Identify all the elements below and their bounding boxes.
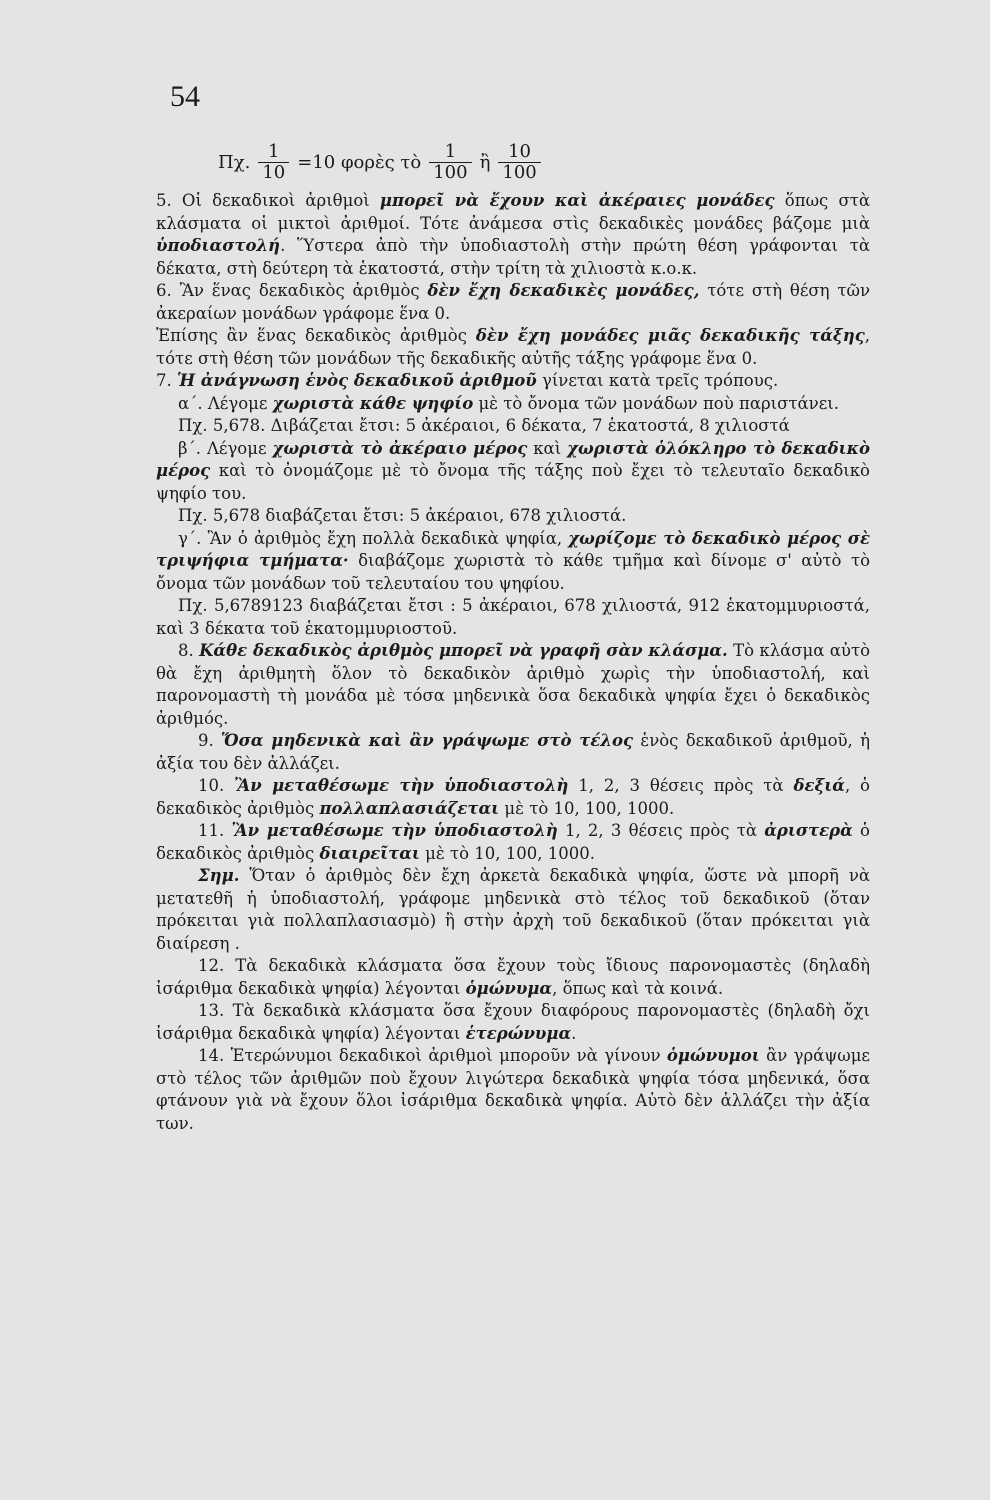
fraction-denominator: 100: [498, 162, 540, 183]
formula-prefix: Πχ.: [218, 151, 251, 173]
note-paragraph: Σημ. Ὅταν ὁ ἀριθμὸς δὲν ἔχη ἀρκετὰ δεκαδικὰ ψηφία, ὥστε νὰ μπορῆ νὰ μετατεθῆ ἡ ὑποδιαστολή, γράφομε μηδενικὰ στὸ τέλος τοῦ δεκαδικοῦ (ὅταν πρόκειται γιὰ πολλαπλασιασμὸ) ἢ στὴν ἀρχὴ τοῦ δεκαδικοῦ (ὅταν πρόκειται γιὰ διαίρεση .: [156, 866, 870, 953]
fraction-ten-hundredths: [498, 142, 540, 183]
fraction-numerator: 1: [444, 141, 457, 162]
formula-equals-text: =10 φορὲς τὸ: [297, 151, 422, 173]
paragraph-5: 5. Οἱ δεκαδικοὶ ἀριθμοὶ μπορεῖ νὰ ἔχουν καὶ ἀκέραιες μονάδες ὅπως στὰ κλάσματα οἱ μικτοὶ ἀριθμοί. Τότε ἀνάμεσα στὶς δεκαδικὲς μονάδες βάζομε μιὰ ὑποδιαστολή. Ὕστερα ἀπὸ τὴν ὑποδιαστολὴ στὴν πρώτη θέση γράφονται τὰ δέκατα, στὴ δεύτερη τὰ ἑκατοστά, στὴν τρίτη τὰ χιλιοστὰ κ.ο.κ.: [156, 191, 870, 278]
example-7a: Πχ. 5,678. Διβάζεται ἔτσι: 5 ἀκέραιοι, 6 δέκατα, 7 ἑκατοστά, 8 χιλιοστά: [178, 416, 790, 435]
paragraph-7: 7. Ἡ ἀνάγνωση ἑνὸς δεκαδικοῦ ἀριθμοῦ γίνεται κατὰ τρεῖς τρόπους.: [156, 371, 779, 390]
fraction-numerator: 10: [508, 141, 532, 162]
body-text: [156, 190, 870, 1135]
paragraph-6b: Ἐπίσης ἂν ἕνας δεκαδικὸς ἀριθμὸς δὲν ἔχη μονάδες μιᾶς δεκαδικῆς τάξης, τότε στὴ θέση τῶν μονάδων τῆς δεκαδικῆς αὐτῆς τάξης γράφομε ἕνα 0.: [156, 326, 870, 368]
formula-or: ἢ: [479, 151, 491, 173]
page-number: 54: [170, 80, 200, 113]
example-formula: [218, 142, 543, 183]
fraction-denominator: 10: [258, 162, 289, 183]
fraction-one-hundredth: [429, 142, 471, 183]
fraction-numerator: 1: [268, 141, 280, 162]
fraction-denominator: 100: [429, 162, 471, 183]
paragraph-13: 13. Τὰ δεκαδικὰ κλάσματα ὅσα ἔχουν διαφόρους παρονομαστὲς (δηλαδὴ ὄχι ἰσάριθμα δεκαδικὰ ψηφία) λέγονται ἑτερώνυμα.: [156, 1001, 870, 1043]
paragraph-14: 14. Ἑτερώνυμοι δεκαδικοὶ ἀριθμοὶ μποροῦν νὰ γίνουν ὁμώνυμοι ἂν γράψωμε στὸ τέλος τῶν ἀριθμῶν ποὺ ἔχουν λιγώτερα δεκαδικὰ ψηφία τόσα μηδενικά, ὅσα φτάνουν γιὰ νὰ ἔχουν ὅλοι ἰσάριθμα δεκαδικὰ ψηφία. Αὐτὸ δὲν ἀλλάζει τὴν ἀξία των.: [156, 1046, 870, 1133]
paragraph-8: 8. Κάθε δεκαδικὸς ἀριθμὸς μπορεῖ νὰ γραφῆ σὰν κλάσμα. Τὸ κλάσμα αὐτὸ θὰ ἔχη ἀριθμητὴ ὅλον τὸ δεκαδικὸν ἀριθμὸ χωρὶς τὴν ὑποδιαστολή, καὶ παρονομαστὴ τὴ μονάδα μὲ τόσα μηδενικὰ ὅσα δεκαδικὰ ψηφία ἔχει ὁ δεκαδικὸς ἀριθμός.: [156, 641, 871, 728]
paragraph-12: 12. Τὰ δεκαδικὰ κλάσματα ὅσα ἔχουν τοὺς ἴδιους παρονομαστὲς (δηλαδὴ ἰσάριθμα δεκαδικὰ ψηφία) λέγονται ὁμώνυμα, ὅπως καὶ τὰ κοινά.: [156, 956, 870, 998]
paragraph-7a: α΄. Λέγομε χωριστὰ κάθε ψηφίο μὲ τὸ ὄνομα τῶν μονάδων ποὺ παριστάνει.: [178, 393, 839, 413]
paragraph-7b: β΄. Λέγομε χωριστὰ τὸ ἀκέραιο μέρος καὶ χωριστὰ ὁλόκληρο τὸ δεκαδικὸ μέρος καὶ τὸ ὀνομάζομε μὲ τὸ ὄνομα τῆς τάξης ποὺ ἔχει τὸ τελευταῖο δεκαδικὸ ψηφίο του.: [156, 438, 871, 503]
example-7b: Πχ. 5,678 διαβάζεται ἔτσι: 5 ἀκέραιοι, 678 χιλιοστά.: [178, 506, 627, 525]
paragraph-10: 10. Ἂν μεταθέσωμε τὴν ὑποδιαστολὴ 1, 2, 3 θέσεις πρὸς τὰ δεξιά, ὁ δεκαδικὸς ἀριθμὸς πολλαπλασιάζεται μὲ τὸ 10, 100, 1000.: [156, 776, 870, 818]
paragraph-7c: γ΄. Ἂν ὁ ἀριθμὸς ἔχη πολλὰ δεκαδικὰ ψηφία, χωρίζομε τὸ δεκαδικὸ μέρος σὲ τριψήφια τμήματα· διαβάζομε χωριστὰ τὸ κάθε τμῆμα καὶ δίνομε σ' αὐτὸ τὸ ὄνομα τῶν μονάδων τοῦ τελευταίου του ψηφίου.: [156, 528, 870, 593]
paragraph-11: 11. Ἂν μεταθέσωμε τὴν ὑποδιαστολὴ 1, 2, 3 θέσεις πρὸς τὰ ἀριστερὰ ὁ δεκαδικὸς ἀριθμὸς διαιρεῖται μὲ τὸ 10, 100, 1000.: [156, 821, 870, 863]
fraction-one-tenth: [258, 142, 289, 183]
paragraph-6: 6. Ἂν ἕνας δεκαδικὸς ἀριθμὸς δὲν ἔχη δεκαδικὲς μονάδες, τότε στὴ θέση τῶν ἀκεραίων μονάδων γράφομε ἕνα 0.: [156, 281, 870, 323]
example-7c: Πχ. 5,6789123 διαβάζεται ἔτσι : 5 ἀκέραιοι, 678 χιλιοστά, 912 ἑκατομμυριοστά, καὶ 3 δέκατα τοῦ ἑκατομμυριοστοῦ.: [156, 596, 870, 638]
paragraph-9: 9. Ὅσα μηδενικὰ καὶ ἂν γράψωμε στὸ τέλος ἑνὸς δεκαδικοῦ ἀριθμοῦ, ἡ ἀξία του δὲν ἀλλάζει.: [156, 731, 870, 773]
